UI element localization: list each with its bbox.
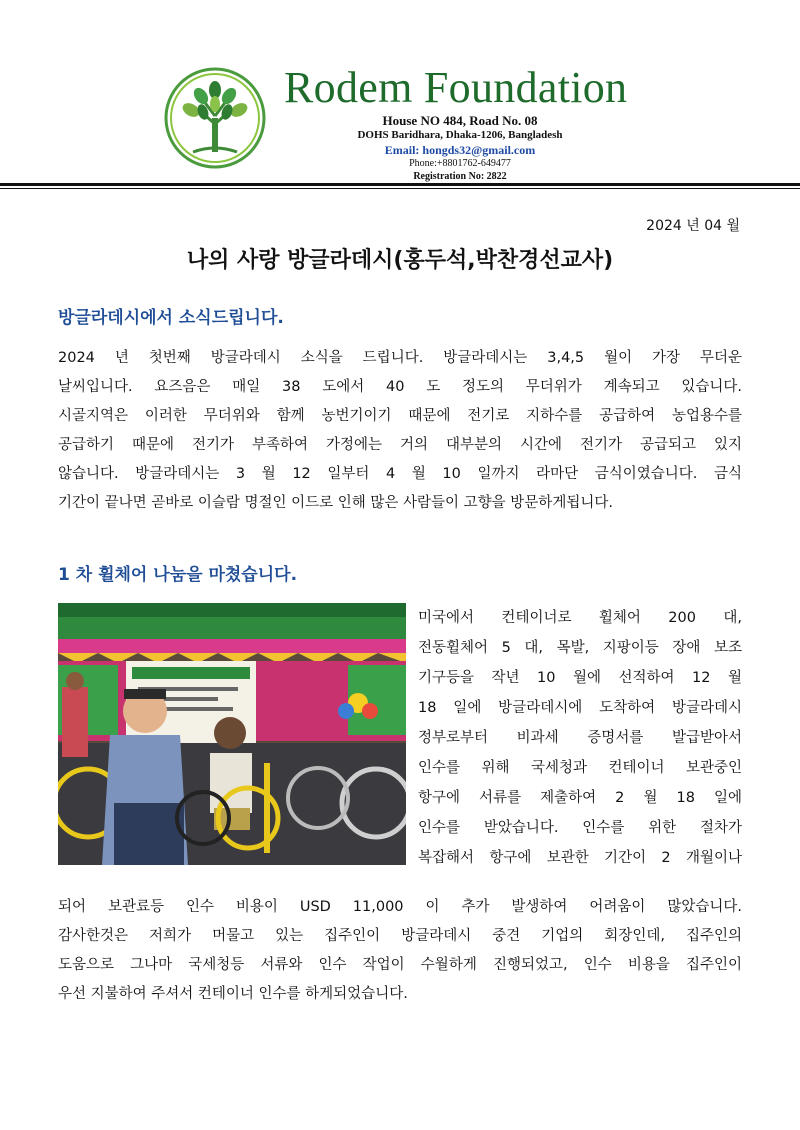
section-heading-wheelchair: 1 차 휠체어 나눔을 마쳤습니다. [58, 565, 298, 585]
paragraph-line: 2024 년 첫번째 방글라데시 소식을 드립니다. 방글라데시는 3,4,5 월이 가장 무더운 [58, 350, 742, 366]
email-line: Email: hongds32@gmail.com [384, 143, 536, 157]
header-divider [0, 183, 800, 186]
paragraph-line: 우선 지불하여 주셔서 컨테이너 인수를 하게되었습니다. [58, 986, 408, 1002]
address-line-2: DOHS Baridhara, Dhaka-1206, Bangladesh [357, 129, 563, 141]
paragraph-line: 기간이 끝나면 곧바로 이슬람 명절인 이드로 인해 많은 사람들이 고향을 방문하게됩니다. [58, 495, 613, 511]
paragraph-line: 복잡해서 항구에 보관한 기간이 2 개월이나 [418, 850, 742, 866]
header-divider-thin [0, 188, 800, 189]
paragraph-line: 기구등을 작년 10 월에 선적하여 12 월 [418, 670, 742, 686]
paragraph-line: 18 일에 방글라데시에 도착하여 방글라데시 [418, 700, 742, 716]
wheelchair-side-text [418, 603, 742, 873]
letter-date: 2024 년 04 월 [646, 218, 740, 234]
paragraph-line: 전동휠체어 5 대, 목발, 지팡이등 장애 보조 [418, 640, 742, 656]
paragraph-line: 시골지역은 이러한 무더위와 함께 농번기이기 때문에 전기로 지하수를 공급하여 농업용수를 [58, 408, 742, 424]
paragraph-line: 인수를 위해 국세청과 컨테이너 보관중인 [418, 760, 742, 776]
paragraph-line: 미국에서 컨테이너로 휠체어 200 대, [418, 610, 742, 626]
paragraph-line: 항구에 서류를 제출하여 2 월 18 일에 [418, 790, 742, 806]
paragraph-line: 도움으로 그나마 국세청등 서류와 인수 작업이 수월하게 진행되었고, 인수 비용을 집주인이 [58, 957, 742, 973]
organization-name: Rodem Foundation [284, 63, 628, 112]
paragraph-line: 되어 보관료등 인수 비용이 USD 11,000 이 추가 발생하여 어려움이 많았습니다. [58, 899, 742, 915]
paragraph-line: 인수를 받았습니다. 인수를 위한 절차가 [418, 820, 742, 836]
section-news-paragraph [58, 344, 742, 518]
registration-line: Registration No: 2822 [413, 171, 507, 182]
paragraph-line: 날씨입니다. 요즈음은 매일 38 도에서 40 도 정도의 무더위가 계속되고 있습니다. [58, 379, 742, 395]
paragraph-line: 않습니다. 방글라데시는 3 월 12 일부터 4 월 10 일까지 라마단 금식이였습니다. 금식 [58, 466, 742, 482]
phone-line: Phone:+8801762-649477 [409, 158, 511, 169]
tree-logo-icon [163, 66, 267, 170]
address-line-1: House NO 484, Road No. 08 [382, 113, 538, 128]
letter-title: 나의 사랑 방글라데시(홍두석,박찬경선교사) [186, 248, 614, 273]
wheelchair-distribution-photo [58, 603, 406, 865]
paragraph-line: 감사한것은 저희가 머물고 있는 집주인이 방글라데시 중견 기업의 회장인데, 집주인의 [58, 928, 742, 944]
wheelchair-paragraph [58, 893, 742, 1009]
paragraph-line: 정부로부터 비과세 증명서를 발급받아서 [418, 730, 742, 746]
paragraph-line: 공급하기 때문에 전기가 부족하여 가정에는 거의 대부분의 시간에 전기가 공급되고 있지 [58, 437, 742, 453]
section-heading-news: 방글라데시에서 소식드립니다. [58, 308, 284, 328]
